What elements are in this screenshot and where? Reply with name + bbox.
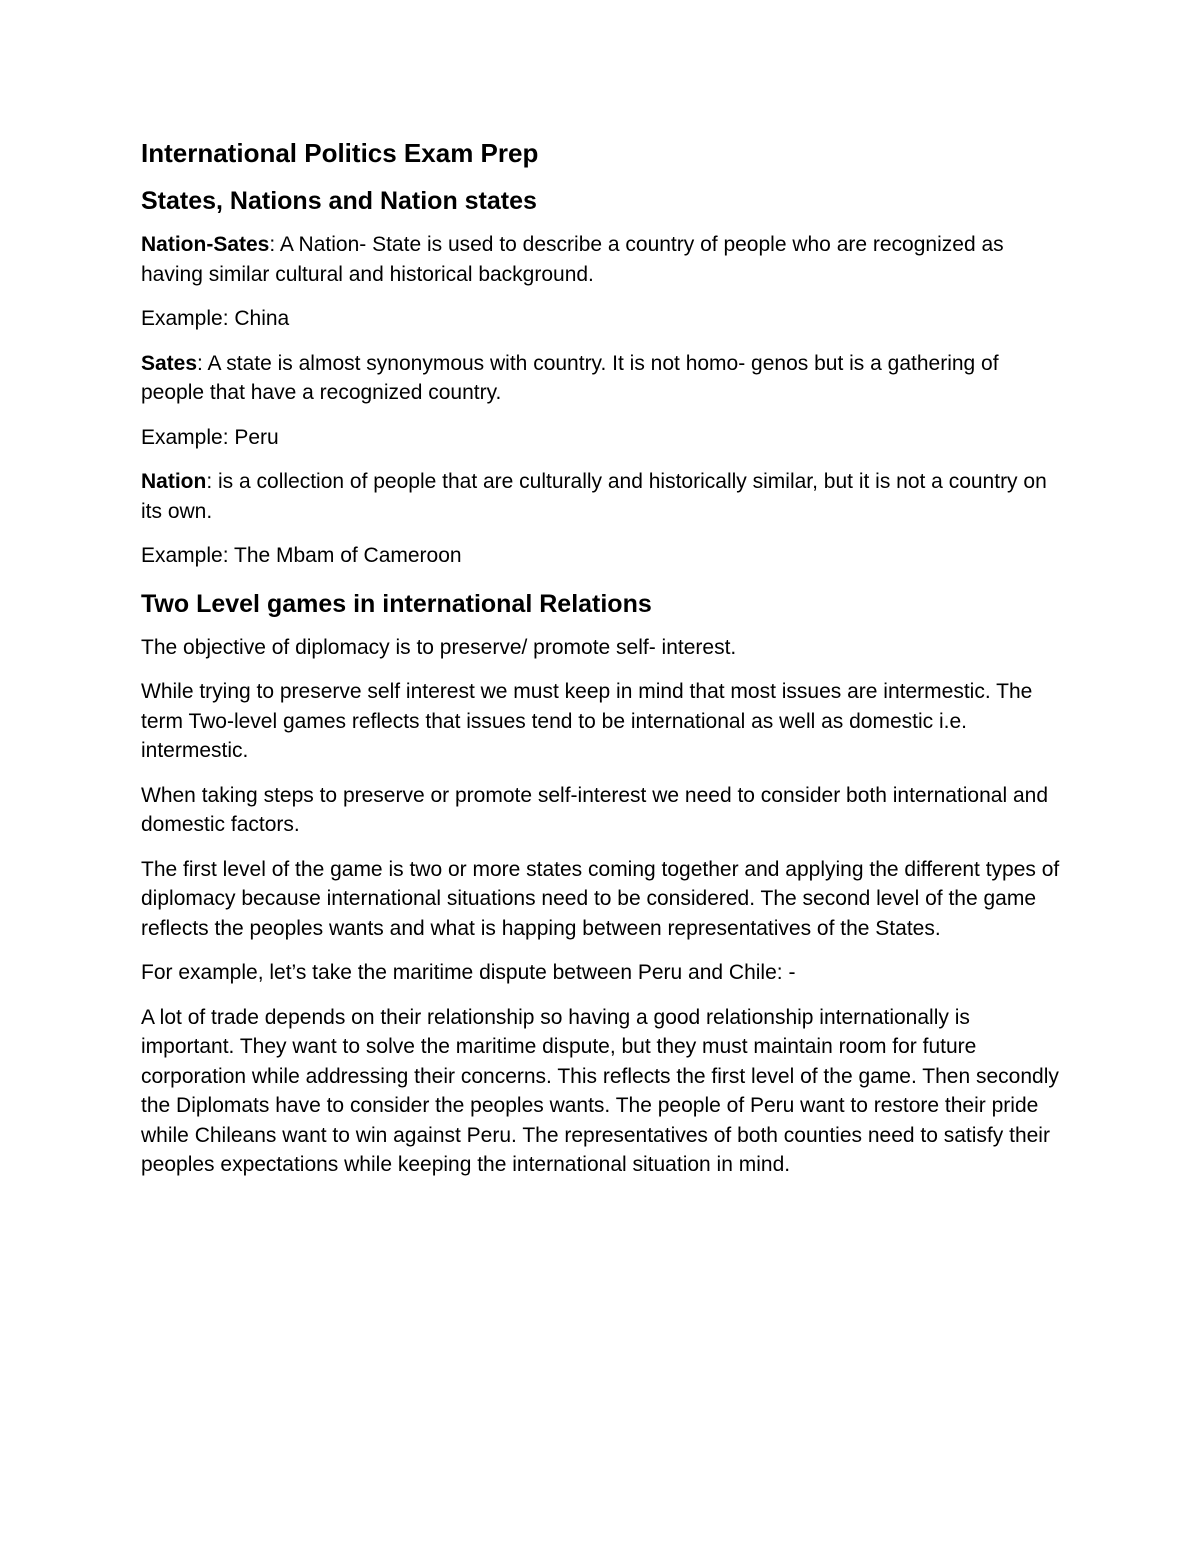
term-nation: Nation	[141, 470, 207, 493]
term-nation-states: Nation-Sates	[141, 233, 270, 256]
section-heading-states-nations: States, Nations and Nation states	[141, 187, 537, 215]
example-states: Example: Peru	[141, 425, 279, 449]
definition-states	[141, 349, 1061, 408]
example-nation: Example: The Mbam of Cameroon	[141, 544, 462, 567]
paragraph: When taking steps to preserve or promote self-interest we need to consider both international and domestic factors.	[141, 783, 1049, 836]
definition-text: : A state is almost synonymous with country. It is not homo- genos but is a gathering of people that have a recognized country.	[141, 351, 999, 404]
document-title: International Politics Exam Prep	[141, 138, 539, 168]
example-nation-states: Example: China	[141, 307, 290, 330]
paragraph: For example, let’s take the maritime dispute between Peru and Chile: -	[141, 961, 796, 984]
term-states: Sates	[141, 351, 198, 375]
definition-nation	[141, 467, 1061, 526]
paragraph: A lot of trade depends on their relationship so having a good relationship internationally is important. They want to solve the maritime dispute, but they must maintain room for future corporation while addressing their concerns. This reflects the first level of the game. Then secondly the Diplomats have to consider the peoples wants. The people of Peru want to restore their pride while Chileans want to win against Peru. The representatives of both counties need to satisfy their peoples expectations while keeping the international situation in mind.	[141, 1005, 1059, 1176]
paragraph: The first level of the game is two or more states coming together and applying the different types of diplomacy because international situations need to be considered. The second level of the game reflects the peoples wants and what is happing between representatives of the States.	[141, 857, 1060, 940]
section-heading-two-level-games: Two Level games in international Relations	[141, 589, 652, 618]
definition-nation-states	[141, 230, 1061, 289]
paragraph: While trying to preserve self interest we must keep in mind that most issues are intermestic. The term Two-level games reflects that issues tend to be international as well as domestic i.e. intermestic.	[141, 680, 1033, 762]
definition-text: : is a collection of people that are culturally and historically similar, but it is not a country on its own.	[141, 470, 1047, 523]
document-page	[141, 138, 1061, 1195]
paragraph: The objective of diplomacy is to preserve/ promote self- interest.	[141, 635, 737, 659]
definition-text: : A Nation- State is used to describe a country of people who are recognized as having similar cultural and historical background.	[141, 233, 1004, 286]
